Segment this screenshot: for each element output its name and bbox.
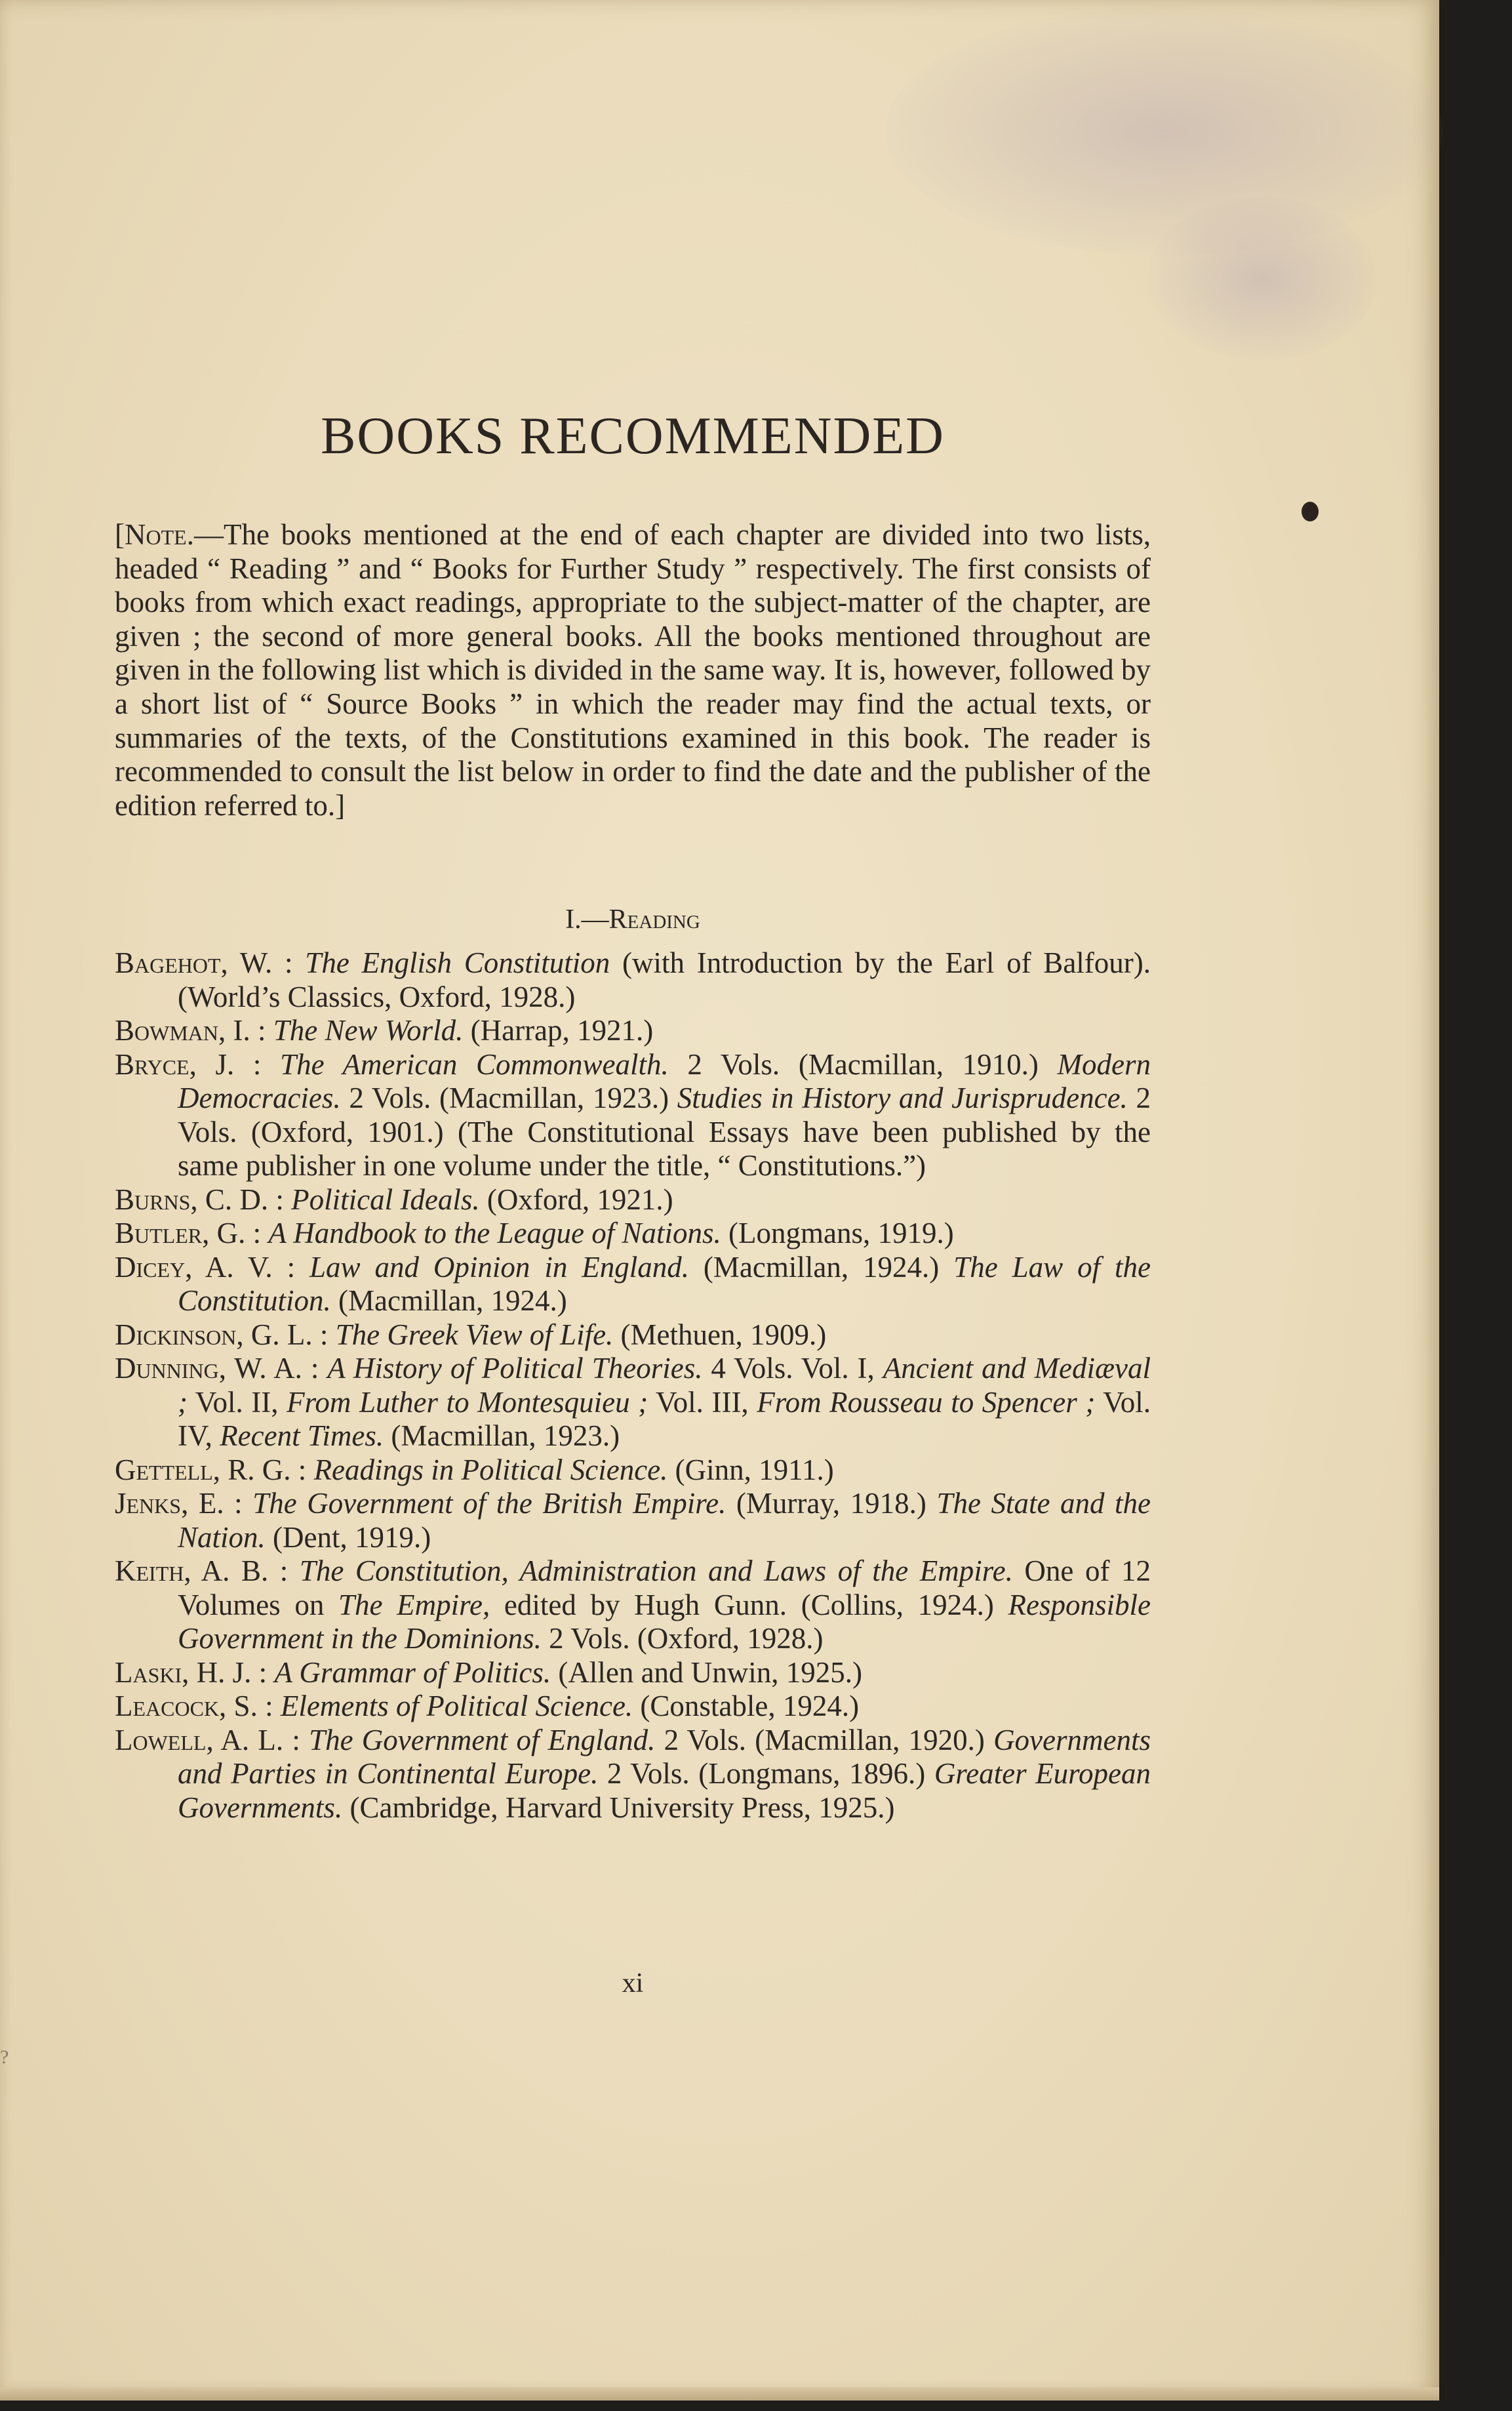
paper-stain — [1147, 197, 1377, 361]
reference-detail: 2 Vols. (Macmillan, 1920.) — [655, 1723, 994, 1756]
reference-author: Burns, C. D. — [115, 1183, 269, 1216]
ink-blot — [1302, 502, 1319, 521]
reference-entry: Laski, H. J. : A Grammar of Politics. (Allen and Unwin, 1925.) — [115, 1655, 863, 1689]
reference-entry: Bowman, I. : The New World. (Harrap, 1921.) — [115, 1014, 654, 1047]
editorial-note: [Note.—The books mentioned at the end of each chapter are divided into two lists, headed “ Reading ” and “ Books for Further Study ” respectively. The first consists of books from which exact readings, appropriate to the subject-matter of the chapter, are given ; the second of more general books. All the books mentioned throughout are given in the following list which is divided in the same way. It is, however, followed by a short list of “ Source Books ” in which the reader may find the actual texts, or summaries of the texts, of the Constitutions examined in this book. The reader is recommended to consult the list below in order to find the date and the publisher of the edition referred to.] — [115, 518, 1151, 822]
reference-title: Law and Opinion in England. — [309, 1250, 689, 1284]
reference-title: Responsible Government in the Dominions. — [178, 1588, 1151, 1655]
reference-detail: (Constable, 1924.) — [633, 1690, 860, 1722]
reference-title: Political Ideals. — [291, 1183, 480, 1216]
page-bottom-edge — [0, 2387, 1439, 2401]
reference-title: Elements of Political Science. — [280, 1690, 633, 1722]
reference-detail: (Oxford, 1921.) — [479, 1183, 673, 1216]
reference-detail: (Ginn, 1911.) — [667, 1453, 834, 1486]
reference-author: Leacock, S. — [115, 1690, 258, 1722]
reference-entry: Bryce, J. : The American Commonwealth. 2 Vols. (Macmillan, 1910.) Modern Democracies. 2 Vols. (Macmillan, 1923.) Studies in History and Jurisprudence. 2 Vols. (Oxford, 1901.) (The Constitutional Essays have been published by the same publisher in one volume under the title, “ Constitutions.”) — [115, 1047, 1151, 1182]
reference-detail: (Macmillan, 1924.) — [689, 1250, 954, 1284]
reference-author: Keith, A. B. — [115, 1554, 269, 1587]
reference-detail: (Dent, 1919.) — [265, 1520, 431, 1554]
reference-entry: Bagehot, W. : The English Constitution (with Introduction by the Earl of Balfour). (World’s Classics, Oxford, 1928.) — [115, 946, 1151, 1013]
reference-detail: (Macmillan, 1923.) — [384, 1419, 620, 1452]
reference-author: Dickinson, G. L. — [115, 1318, 313, 1351]
page-title: BOOKS RECOMMENDED — [321, 407, 945, 465]
reference-detail: 2 Vols. (Oxford, 1928.) — [541, 1622, 824, 1655]
reference-detail: (Methuen, 1909.) — [613, 1318, 827, 1351]
reference-detail: 2 Vols. (Longmans, 1896.) — [598, 1757, 934, 1790]
reference-detail: One of 12 Volumes on — [178, 1554, 1151, 1621]
reference-title: Modern Democracies. — [178, 1047, 1151, 1114]
note-text: .—The books mentioned at the end of each chapter are divided into two lists, headed “ Reading ” and “ Books for Further Study ” respectively. The first consists of books from which exact readings, appropriate to the subject-matter of the chapter, are given ; the second of more general books. All the books mentioned throughout are given in the following list which is divided in the same way. It is, however, followed by a short list of “ Source Books ” in which the reader may find the actual texts, or summaries of the texts, of the Constitutions examined in this book. The reader is recommended to consult the list below in order to find the date and the publisher of the edition referred to.] — [115, 518, 1151, 822]
reference-title: From Luther to Montesquieu ; — [287, 1385, 648, 1419]
reference-detail: (Harrap, 1921.) — [463, 1014, 654, 1047]
margin-mark: ? — [0, 2046, 9, 2068]
reference-detail: 4 Vols. Vol. I, — [702, 1352, 883, 1385]
section-label: Reading — [608, 904, 700, 935]
reference-title: The Constitution, Administration and Laws of the Empire. — [299, 1554, 1013, 1587]
reference-title: The State and the Nation. — [178, 1487, 1151, 1554]
reference-title: The American Commonwealth. — [280, 1047, 669, 1081]
reference-title: From Rousseau to Spencer ; — [757, 1385, 1096, 1419]
reference-list — [115, 946, 1151, 1825]
reference-title: Ancient and Mediæval ; — [178, 1352, 1151, 1419]
reference-detail: (with Introduction by the Earl of Balfour). (World’s Classics, Oxford, 1928.) — [178, 946, 1151, 1013]
reference-detail: (Macmillan, 1924.) — [330, 1284, 567, 1317]
paper-stain — [885, 7, 1442, 256]
reference-detail: (Longmans, 1919.) — [721, 1217, 954, 1249]
reference-title: The Law of the Constitution. — [178, 1250, 1151, 1317]
reference-author: Dicey, A. V. — [115, 1250, 273, 1284]
reference-title: A Grammar of Politics. — [274, 1655, 551, 1689]
reference-title: Readings in Political Science. — [313, 1453, 668, 1486]
reference-author: Gettell, R. G. — [115, 1453, 291, 1486]
reference-title: Greater European Governments. — [178, 1757, 1151, 1824]
reference-detail: 2 Vols. (Oxford, 1901.) (The Constitutional Essays have been published by the same publisher in one volume under the title, “ Constitutions.”) — [178, 1082, 1151, 1182]
reference-title: A History of Political Theories. — [327, 1352, 703, 1385]
reference-entry: Keith, A. B. : The Constitution, Administration and Laws of the Empire. One of 12 Volumes on The Empire, edited by Hugh Gunn. (Collins, 1924.) Responsible Government in the Dominions. 2 Vols. (Oxford, 1928.) — [115, 1554, 1151, 1655]
reference-entry: Leacock, S. : Elements of Political Science. (Constable, 1924.) — [115, 1690, 860, 1722]
reference-title: The Government of England. — [309, 1723, 656, 1756]
reference-author: Lowell, A. L. — [115, 1723, 284, 1756]
reference-author: Jenks, E. — [115, 1487, 224, 1520]
reference-entry: Dicey, A. V. : Law and Opinion in England. (Macmillan, 1924.) The Law of the Constitution. (Macmillan, 1924.) — [115, 1250, 1151, 1317]
section-heading — [115, 904, 1151, 935]
reference-title: The New World. — [273, 1014, 464, 1047]
page-number: xi — [622, 1968, 644, 1998]
reference-author: Bagehot, W. — [115, 946, 273, 979]
section-number: I.— — [565, 904, 609, 935]
reference-author: Butler, G. — [115, 1217, 246, 1249]
reference-detail: (Cambridge, Harvard University Press, 1925.) — [342, 1791, 895, 1824]
reference-detail: Vol. III, — [648, 1385, 757, 1419]
reference-title: The Greek View of Life. — [335, 1318, 614, 1351]
reference-entry: Butler, G. : A Handbook to the League of Nations. (Longmans, 1919.) — [115, 1217, 954, 1249]
reference-entry: Lowell, A. L. : The Government of England. 2 Vols. (Macmillan, 1920.) Governments and Parties in Continental Europe. 2 Vols. (Longmans, 1896.) Greater European Governments. (Cambridge, Harvard University Press, 1925.) — [115, 1723, 1151, 1824]
reference-detail: 2 Vols. (Macmillan, 1923.) — [340, 1082, 677, 1114]
reference-title: The Government of the British Empire. — [252, 1487, 726, 1520]
reference-detail: (Allen and Unwin, 1925.) — [551, 1655, 863, 1689]
reference-author: Dunning, W. A. — [115, 1352, 302, 1385]
reference-title: Recent Times. — [220, 1419, 384, 1452]
reference-entry: Jenks, E. : The Government of the British Empire. (Murray, 1918.) The State and the Nation. (Dent, 1919.) — [115, 1487, 1151, 1554]
reference-title: The English Constitution — [305, 946, 610, 979]
reference-entry: Burns, C. D. : Political Ideals. (Oxford, 1921.) — [115, 1183, 673, 1216]
reference-entry: Gettell, R. G. : Readings in Political Science. (Ginn, 1911.) — [115, 1453, 834, 1486]
reference-title: Studies in History and Jurisprudence. — [677, 1082, 1128, 1114]
reference-title: A Handbook to the League of Nations. — [268, 1217, 721, 1249]
reference-detail: edited by Hugh Gunn. (Collins, 1924.) — [490, 1588, 1008, 1621]
reference-title: Governments and Parties in Continental Europe. — [178, 1723, 1151, 1790]
reference-author: Laski, H. J. — [115, 1655, 252, 1689]
reference-entry: Dickinson, G. L. : The Greek View of Life. (Methuen, 1909.) — [115, 1318, 827, 1351]
reference-entry: Dunning, W. A. : A History of Political Theories. 4 Vols. Vol. I, Ancient and Mediæval ; Vol. II, From Luther to Montesquieu ; Vol. III, From Rousseau to Spencer ; Vol. IV, Recent Times. (Macmillan, 1923.) — [115, 1352, 1151, 1452]
reference-author: Bowman, I. — [115, 1014, 250, 1047]
reference-detail: Vol. II, — [188, 1385, 287, 1419]
reference-author: Bryce, J. — [115, 1047, 235, 1081]
reference-title: The Empire, — [338, 1588, 490, 1621]
reference-detail: 2 Vols. (Macmillan, 1910.) — [668, 1047, 1058, 1081]
note-label: Note — [125, 518, 187, 551]
reference-detail: (Murray, 1918.) — [726, 1487, 937, 1520]
reference-detail: Vol. IV, — [178, 1385, 1151, 1452]
